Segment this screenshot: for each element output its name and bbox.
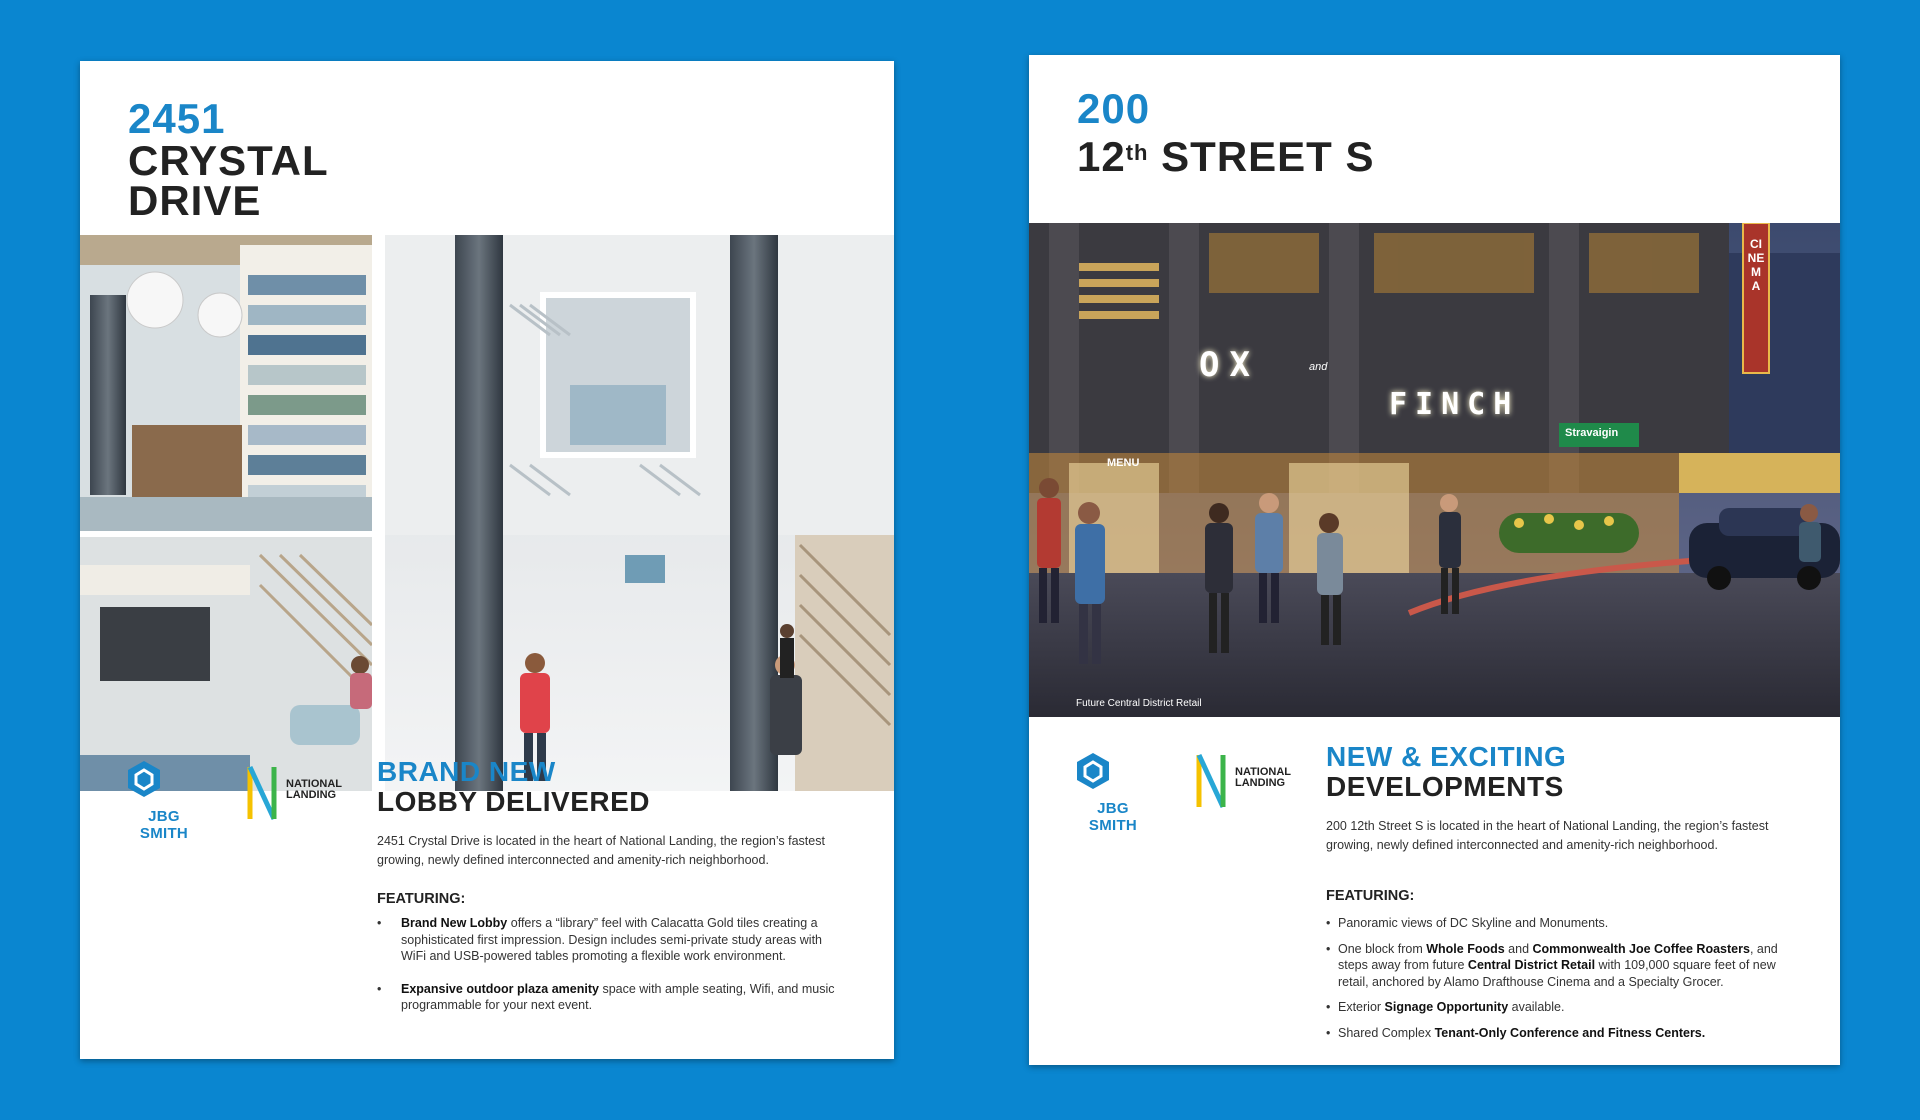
- jbg-smith-hexagon-icon: [124, 759, 164, 799]
- national-landing-logo: [1195, 753, 1295, 809]
- feature-list: [377, 915, 847, 1014]
- sign-finch: FINCH: [1389, 387, 1520, 422]
- feature-item-text: space with ample seating, Wifi, and music programmable for your next event.: [401, 981, 835, 1012]
- national-landing-logo: [246, 765, 346, 821]
- sign-menu: MENU: [1107, 457, 1140, 469]
- building-name-line2: DRIVE: [128, 177, 262, 224]
- building-number: 2451: [128, 95, 226, 142]
- feature-item-text: offers a “library” feel with Calacatta Gold tiles creating a sophisticated first impression. Design includes semi-private study areas with WiFi and USB-powered tables promoting a flexible work environment.: [401, 916, 823, 963]
- sign-and: and: [1309, 361, 1328, 373]
- headline-blue: NEW & EXCITING: [1326, 741, 1567, 772]
- jbg-smith-logo: [124, 759, 204, 842]
- building-name: [1077, 133, 1375, 180]
- featuring-label: FEATURING:: [1326, 888, 1415, 904]
- national-landing-line1: NATIONAL: [286, 778, 343, 790]
- feature-item-bold: Expansive outdoor plaza amenity: [401, 981, 599, 996]
- feature-item: [1326, 1025, 1806, 1042]
- flyer-200-12th-street-s: [1029, 55, 1840, 1065]
- headline-dark: LOBBY DELIVERED: [377, 786, 651, 817]
- flyer-2451-crystal-drive: [80, 61, 894, 1059]
- national-landing-n-icon: [1195, 753, 1229, 809]
- lobby-photo-illustration: [80, 235, 894, 791]
- featuring-label: FEATURING:: [377, 891, 466, 907]
- street-suffix: th: [1125, 140, 1149, 165]
- street-rendering-illustration: [1029, 223, 1840, 717]
- feature-item-text: , and steps away from future: [1338, 941, 1778, 972]
- headline-blue: BRAND NEW: [377, 756, 556, 787]
- sign-stravaigin: Stravaigin: [1565, 427, 1619, 439]
- feature-item-text: available.: [1508, 1000, 1565, 1014]
- lobby-photo-collage: [80, 235, 894, 791]
- feature-item-text: Exterior: [1338, 1000, 1385, 1014]
- national-landing-line2: LANDING: [1235, 777, 1286, 789]
- feature-item-text: and: [1504, 941, 1533, 956]
- photo-caption: Future Central District Retail: [1076, 698, 1202, 709]
- feature-item-bold: Tenant-Only Conference and Fitness Centers.: [1434, 1025, 1706, 1040]
- street-name: STREET S: [1148, 133, 1375, 180]
- feature-item: [1326, 941, 1806, 991]
- jbg-smith-wordmark: JBG SMITH: [139, 808, 189, 842]
- national-landing-wordmark: [1235, 767, 1291, 789]
- feature-item-bold: Commonwealth Joe Coffee Roasters: [1532, 941, 1750, 956]
- feature-list: [1326, 915, 1806, 1050]
- jbg-smith-hexagon-icon: [1073, 751, 1113, 791]
- feature-item: [377, 981, 847, 1014]
- national-landing-n-icon: [246, 765, 280, 821]
- national-landing-line2: LANDING: [286, 789, 337, 801]
- street-rendering-photo: [1029, 223, 1840, 717]
- feature-item-text: One block from: [1338, 941, 1427, 956]
- sign-cinema: CINEMA: [1747, 237, 1765, 293]
- feature-item-bold: Whole Foods: [1426, 941, 1505, 956]
- jbg-smith-wordmark: JBG SMITH: [1088, 800, 1138, 834]
- headline-dark: DEVELOPMENTS: [1326, 771, 1564, 802]
- feature-item: [1326, 999, 1806, 1016]
- street-number: 12: [1077, 133, 1126, 180]
- national-landing-wordmark: [286, 779, 342, 801]
- feature-item-bold: Central District Retail: [1467, 958, 1596, 972]
- feature-item-text: Panoramic views of DC Skyline and Monuments.: [1338, 916, 1609, 930]
- national-landing-line1: NATIONAL: [1235, 766, 1292, 778]
- feature-item-bold: Brand New Lobby: [401, 916, 508, 930]
- building-number: 200: [1077, 85, 1151, 132]
- feature-item-text: with 109,000 square feet of new retail, anchored by Alamo Drafthouse Cinema and a Specialty Grocer.: [1338, 958, 1776, 989]
- sign-ox: OX: [1199, 345, 1260, 385]
- feature-item: [377, 915, 847, 965]
- jbg-smith-logo: [1073, 751, 1153, 834]
- intro-paragraph: 2451 Crystal Drive is located in the heart of National Landing, the region’s fastest growing, newly defined interconnected and amenity-rich neighborhood.: [377, 834, 825, 867]
- feature-item-bold: Signage Opportunity: [1384, 1000, 1509, 1014]
- feature-item: [1326, 915, 1806, 932]
- intro-paragraph: 200 12th Street S is located in the heart of National Landing, the region’s fastest growing, newly defined interconnected and amenity-rich neighborhood.: [1326, 819, 1769, 852]
- feature-item-text: Shared Complex: [1338, 1025, 1435, 1040]
- building-name-line1: CRYSTAL: [128, 137, 329, 184]
